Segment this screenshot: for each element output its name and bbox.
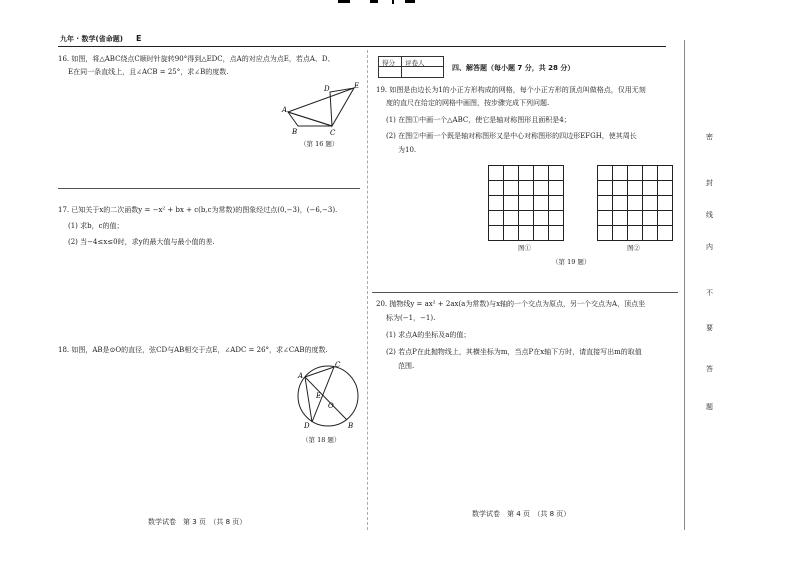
q16-text-line2: E在同一条直线上，且∠ACB = 25°，求∠B的度数. bbox=[68, 68, 229, 76]
label-b: B bbox=[292, 128, 298, 136]
section-rule bbox=[372, 292, 678, 293]
score-label: 得分 bbox=[382, 59, 395, 67]
header-title: 九年 · 数学(省命题) bbox=[60, 35, 123, 43]
scan-mark bbox=[370, 0, 378, 3]
diameter-ab bbox=[305, 377, 347, 420]
q17-text-line3: (2) 当−4≤x≤0时，求y的最大值与最小值的差. bbox=[68, 238, 215, 246]
seal-char: 内 bbox=[706, 243, 713, 251]
q16-text-line1: 16. 如图，将△ABC绕点C顺时针旋转90°得到△EDC，点A的对应点为点E，若点A、D、 bbox=[58, 55, 335, 63]
q18-caption: （第 18 题） bbox=[302, 436, 341, 444]
circle-o bbox=[298, 366, 358, 426]
q17-text-line1: 17. 已知关于x的二次函数y = −x² + bx + c(b,c为常数)的图象经过点(0,−3)，(−6,−3). bbox=[58, 206, 338, 214]
q20-text-line4: (2) 若点P在此抛物线上，其横坐标为m，当点P在x轴下方时，请直接写出m的取值 bbox=[386, 348, 642, 356]
q19-fig2-label: 图② bbox=[627, 244, 640, 252]
label-a: A bbox=[298, 372, 304, 380]
q19-caption: （第 19 题） bbox=[552, 258, 591, 266]
q20-text-line5: 范围. bbox=[398, 362, 415, 370]
seal-char: 密 bbox=[706, 133, 713, 141]
q19-fig1-label: 图① bbox=[518, 244, 531, 252]
label-a: A bbox=[282, 106, 288, 114]
label-d: D bbox=[304, 422, 310, 430]
seal-char: 答 bbox=[706, 365, 713, 373]
header-mark: E bbox=[136, 34, 142, 43]
q19-text-line3: (1) 在图①中画一个△ABC，使它是轴对称图形且面积是4； bbox=[386, 116, 571, 124]
seal-char: 线 bbox=[706, 211, 713, 219]
scan-mark bbox=[405, 0, 415, 3]
binding-line bbox=[684, 40, 685, 530]
q18-text-line1: 18. 如图，AB是⊙O的直径，弦CD与AB相交于点E，∠ADC = 26°，求∠CAB的度数. bbox=[58, 346, 328, 354]
q20-text-line1: 20. 抛物线y = ax² + 2ax(a为常数)与x轴的一个交点为原点，另一个交点为A，顶点坐 bbox=[376, 300, 646, 308]
q19-grid-2 bbox=[597, 165, 673, 241]
score-table bbox=[378, 56, 444, 78]
q20-text-line2: 标为(−1，−1). bbox=[386, 314, 436, 322]
footer-right: 数学试卷 第 4 页 （共 8 页） bbox=[472, 510, 571, 518]
scan-mark bbox=[392, 0, 394, 4]
q18-figure bbox=[290, 360, 370, 434]
label-b: B bbox=[348, 422, 354, 430]
q16-figure bbox=[280, 82, 360, 138]
q20-text-line3: (1) 求点A的坐标及a的值； bbox=[386, 331, 471, 339]
q17-text-line2: (1) 求b，c的值； bbox=[68, 222, 124, 230]
section-rule bbox=[58, 188, 360, 189]
q19-grid-1 bbox=[488, 165, 564, 241]
label-e: E bbox=[316, 392, 322, 400]
seal-char: 要 bbox=[706, 324, 713, 332]
triangle-edc bbox=[330, 88, 354, 126]
section4-title: 四、解答题（每小题 7 分，共 28 分） bbox=[452, 64, 575, 72]
scan-mark bbox=[338, 0, 350, 3]
column-divider bbox=[367, 50, 368, 530]
q19-text-line5: 为10. bbox=[398, 146, 417, 154]
q16-caption: （第 16 题） bbox=[300, 140, 339, 148]
label-d: D bbox=[324, 85, 330, 93]
q19-text-line4: (2) 在图②中画一个既是轴对称图形又是中心对称图形的四边形EFGH，使其周长 bbox=[386, 132, 637, 140]
label-c: C bbox=[335, 361, 341, 369]
header-rule bbox=[58, 46, 666, 47]
label-o: O bbox=[328, 402, 334, 410]
seal-char: 题 bbox=[706, 403, 713, 411]
footer-left: 数学试卷 第 3 页 （共 8 页） bbox=[148, 518, 247, 526]
q19-text-line1: 19. 如图是由边长为1的小正方形构成的网格，每个小正方形的顶点叫做格点，仅用无刻 bbox=[376, 86, 646, 94]
label-e: E bbox=[354, 82, 360, 90]
seal-char: 不 bbox=[706, 289, 713, 297]
grader-label: 评卷人 bbox=[405, 59, 425, 67]
q19-text-line2: 度的直尺在给定的网格中画图，按步骤完成下列问题. bbox=[386, 99, 550, 107]
label-c: C bbox=[330, 129, 336, 137]
line-ade bbox=[288, 88, 354, 112]
seal-char: 封 bbox=[706, 179, 713, 187]
